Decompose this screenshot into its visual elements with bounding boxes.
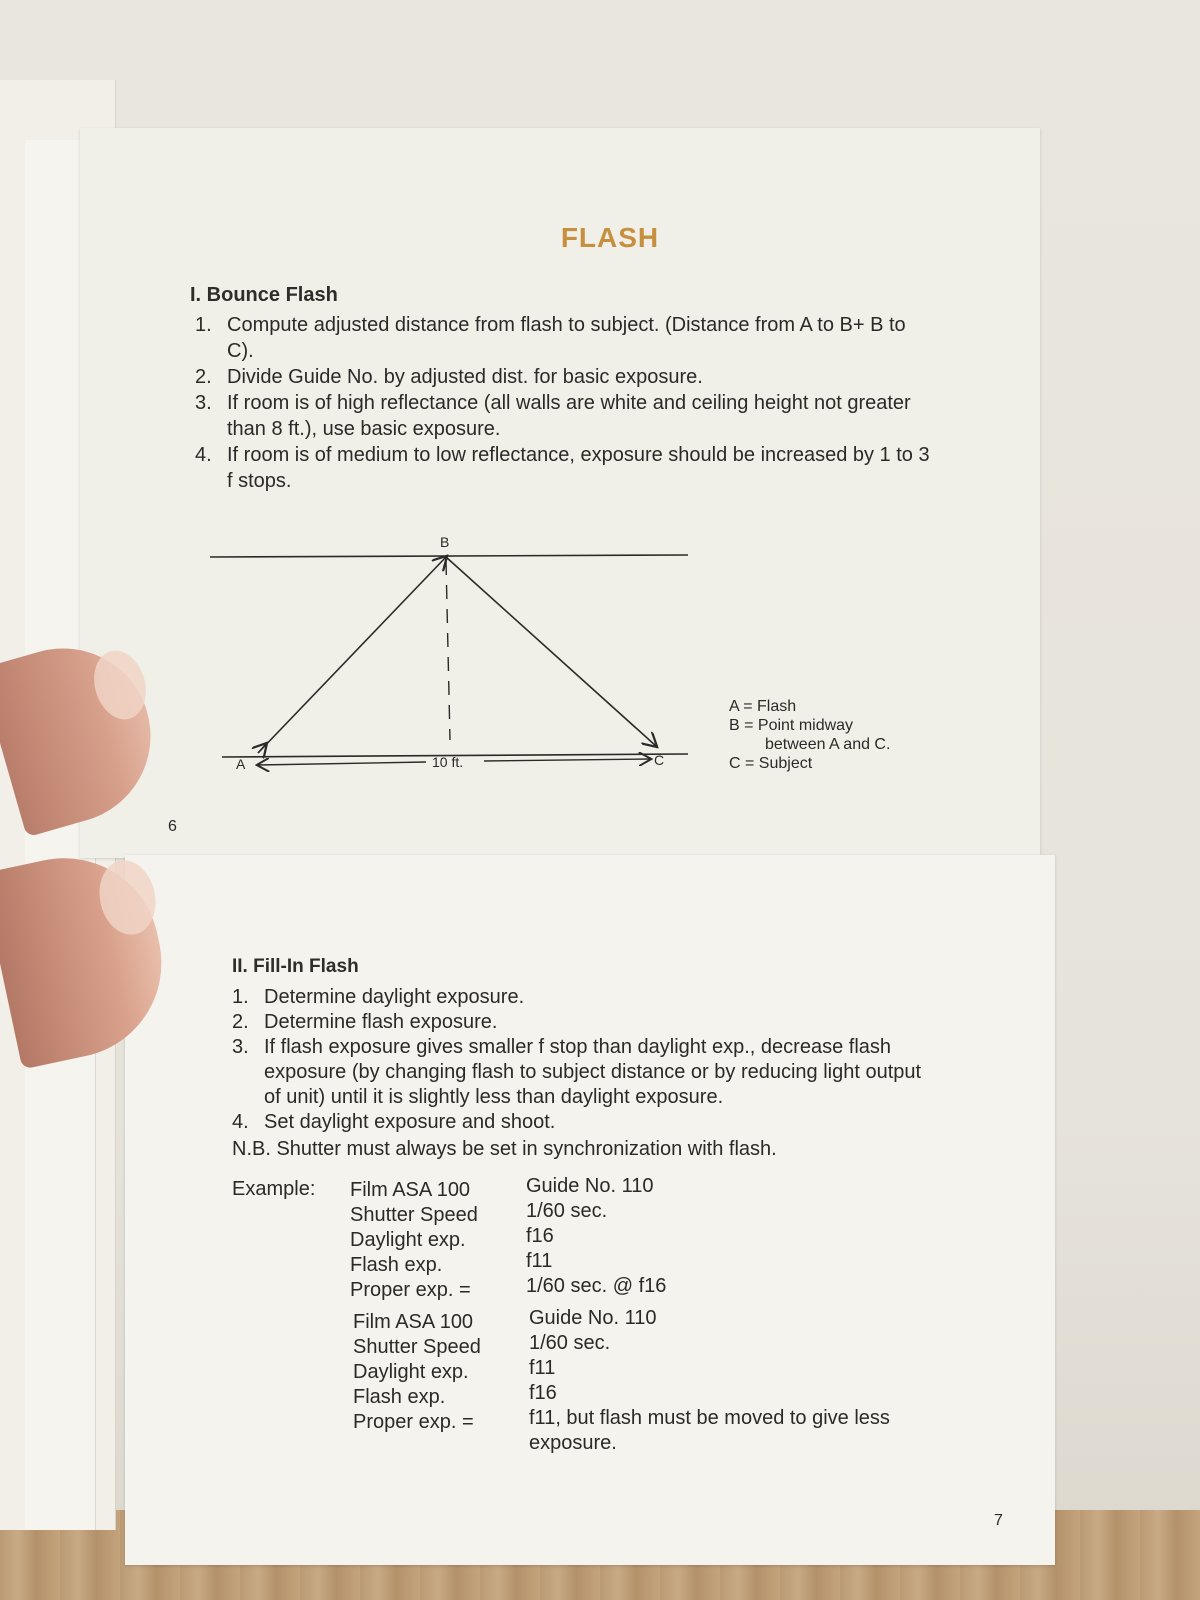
example-key: Proper exp. = bbox=[353, 1411, 474, 1433]
distance-label: 10 ft. bbox=[432, 754, 464, 770]
page-number-right: 7 bbox=[994, 1512, 1003, 1529]
example-value: f11 bbox=[529, 1357, 556, 1379]
midpoint-dashed-line bbox=[446, 561, 450, 740]
bounce-flash-list bbox=[195, 312, 930, 494]
item-text: If room is of medium to low reflectance, exposure should be increased by 1 to 3 f stops. bbox=[227, 444, 930, 492]
example-key: Film ASA 100 bbox=[350, 1179, 471, 1201]
example-key: Shutter Speed bbox=[350, 1204, 478, 1226]
fill-in-flash-heading: II. Fill-In Flash bbox=[232, 956, 359, 977]
item-number: 1. bbox=[232, 986, 249, 1008]
item-number: 3. bbox=[195, 392, 212, 414]
item-text: If room is of high reflectance (all walls are white and ceiling height not greater than 8 ft.), use basic exposure. bbox=[227, 392, 911, 440]
label-c: C bbox=[654, 752, 665, 768]
item-number: 2. bbox=[232, 1011, 249, 1033]
example1-keys bbox=[350, 1178, 478, 1303]
fill-in-flash-list bbox=[232, 985, 942, 1135]
example-key: Daylight exp. bbox=[350, 1229, 466, 1251]
item-text: If flash exposure gives smaller f stop than daylight exp., decrease flash exposure (by changing flash to subject distance or by reducing light output of unit) until it is slightly less than daylight exposure. bbox=[264, 1036, 922, 1108]
item-number: 4. bbox=[195, 444, 212, 466]
item-number: 2. bbox=[195, 366, 212, 388]
legend-b: B = Point midway bbox=[729, 717, 854, 734]
item-text: Determine daylight exposure. bbox=[264, 986, 525, 1008]
item-text: Determine flash exposure. bbox=[264, 1011, 498, 1033]
example-key: Proper exp. = bbox=[350, 1279, 471, 1301]
nota-bene: N.B. Shutter must always be set in synchronization with flash. bbox=[232, 1138, 777, 1160]
item-text: Compute adjusted distance from flash to subject. (Distance from A to B+ B to C). bbox=[227, 314, 906, 362]
example-key: Film ASA 100 bbox=[353, 1311, 474, 1333]
distance-arrow-left bbox=[258, 762, 426, 765]
example-value: 1/60 sec. bbox=[529, 1332, 611, 1354]
diagram-legend bbox=[729, 697, 949, 773]
page-number-left: 6 bbox=[168, 818, 177, 835]
list-item bbox=[195, 390, 930, 442]
flash-ray bbox=[258, 557, 446, 753]
list-item bbox=[232, 1110, 942, 1135]
bounce-flash-heading: I. Bounce Flash bbox=[190, 284, 338, 306]
bounce-diagram bbox=[200, 535, 700, 785]
flash-start-arrow bbox=[258, 744, 266, 753]
example-value: f11 bbox=[526, 1250, 553, 1272]
ceiling-line bbox=[210, 555, 688, 557]
page-title: FLASH bbox=[560, 222, 660, 253]
example-value: f16 bbox=[526, 1225, 554, 1247]
example-value: Guide No. 110 bbox=[529, 1307, 657, 1329]
list-item bbox=[232, 1035, 942, 1110]
item-number: 1. bbox=[195, 314, 212, 336]
item-text: Divide Guide No. by adjusted dist. for basic exposure. bbox=[227, 366, 703, 388]
item-number: 4. bbox=[232, 1111, 249, 1133]
label-a: A bbox=[236, 756, 246, 772]
example-value: 1/60 sec. bbox=[526, 1200, 608, 1222]
item-text: Set daylight exposure and shoot. bbox=[264, 1111, 556, 1133]
legend-c: C = Subject bbox=[729, 755, 813, 772]
legend-a: A = Flash bbox=[729, 698, 797, 715]
item-number: 3. bbox=[232, 1036, 249, 1058]
example1-values bbox=[526, 1174, 946, 1299]
example-value: f16 bbox=[529, 1382, 557, 1404]
legend-b-continued: between A and C. bbox=[765, 736, 891, 753]
example-key: Daylight exp. bbox=[353, 1361, 469, 1383]
example-value: Guide No. 110 bbox=[526, 1175, 654, 1197]
example2-values bbox=[529, 1306, 949, 1454]
example-key: Flash exp. bbox=[353, 1386, 446, 1408]
example-key: Shutter Speed bbox=[353, 1336, 481, 1358]
list-item bbox=[195, 364, 930, 390]
list-item bbox=[232, 985, 942, 1010]
example-key: Flash exp. bbox=[350, 1254, 443, 1276]
example-label: Example: bbox=[232, 1178, 316, 1200]
label-b: B bbox=[440, 535, 450, 550]
distance-arrow-right bbox=[484, 759, 650, 761]
example2-keys bbox=[353, 1310, 481, 1435]
example-value: 1/60 sec. @ f16 bbox=[526, 1275, 667, 1297]
reflected-ray bbox=[446, 557, 656, 746]
list-item bbox=[232, 1010, 942, 1035]
list-item bbox=[195, 442, 930, 494]
list-item bbox=[195, 312, 930, 364]
example-value: f11, but flash must be moved to give less exposure. bbox=[529, 1407, 890, 1454]
bounce-diagram-svg bbox=[200, 535, 700, 785]
